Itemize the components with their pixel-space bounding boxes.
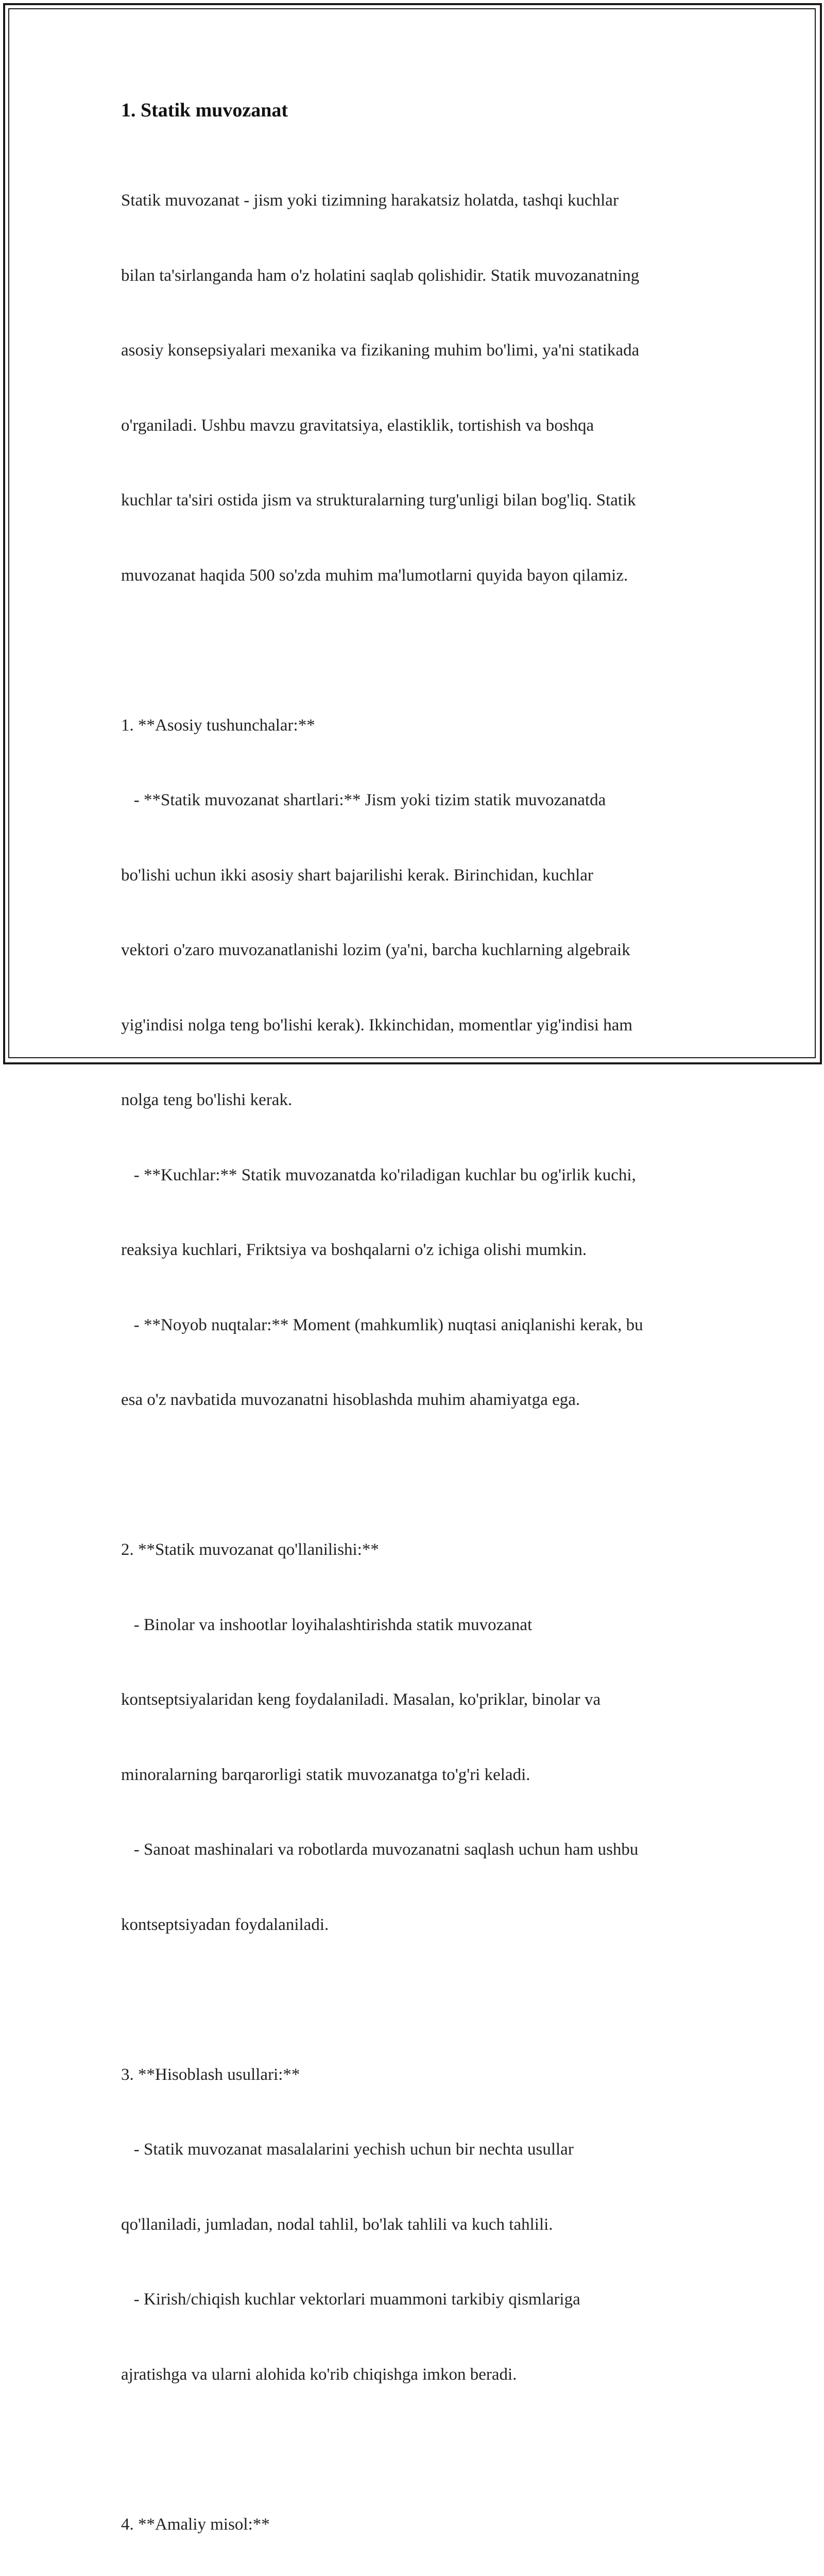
text-line: vektori o'zaro muvozanatlanishi lozim (ya'ni, barcha kuchlarning algebraik (121, 941, 630, 959)
text-line: ajratishga va ularni alohida ko'rib chiqishga imkon beradi. (121, 2365, 517, 2384)
document-body (121, 138, 708, 2576)
text-line: 4. **Amaliy misol:** (121, 2515, 270, 2534)
document-content (121, 95, 708, 2576)
document-heading: 1. Statik muvozanat (121, 99, 288, 121)
text-line: - Sanoat mashinalari va robotlarda muvozanatni saqlash uchun ham ushbu (121, 1840, 639, 1859)
text-line: bilan ta'sirlanganda ham o'z holatini saqlab qolishidir. Statik muvozanatning (121, 266, 640, 285)
blank-line (121, 638, 708, 663)
blank-line (121, 1463, 708, 1488)
text-line: kontseptsiyalaridan keng foydalaniladi. Masalan, ko'priklar, binolar va (121, 1690, 601, 1709)
text-line: esa o'z navbatida muvozanatni hisoblashda muhim ahamiyatga ega. (121, 1391, 580, 1409)
text-line: yig'indisi nolga teng bo'lishi kerak). Ikkinchidan, momentlar yig'indisi ham (121, 1015, 633, 1035)
text-line: qo'llaniladi, jumladan, nodal tahlil, bo'lak tahlili va kuch tahlili. (121, 2215, 553, 2234)
text-line: kuchlar ta'siri ostida jism va strukturalarning turg'unligi bilan bog'liq. Statik (121, 491, 636, 510)
text-line: 1. **Asosiy tushunchalar:** (121, 716, 315, 735)
text-line: o'rganiladi. Ushbu mavzu gravitatsiya, elastiklik, tortishish va boshqa (121, 416, 594, 435)
text-line: minoralarning barqarorligi statik muvozanatga to'g'ri keladi. (121, 1765, 530, 1784)
blank-line (121, 2437, 708, 2462)
text-line: - Statik muvozanat masalalarini yechish uchun bir nechta usullar (121, 2140, 574, 2159)
text-line: - **Statik muvozanat shartlari:** Jism yoki tizim statik muvozanatda (121, 791, 606, 809)
text-line: - Kirish/chiqish kuchlar vektorlari muammoni tarkibiy qismlariga (121, 2290, 580, 2309)
text-line: - **Kuchlar:** Statik muvozanatda ko'riladigan kuchlar bu og'irlik kuchi, (121, 1165, 636, 1184)
text-line: - Binolar va inshootlar loyihalashtirishda statik muvozanat (121, 1615, 533, 1634)
blank-line (121, 1987, 708, 2012)
text-line: asosiy konsepsiyalari mexanika va fizikaning muhim bo'limi, ya'ni statikada (121, 341, 640, 360)
text-line: reaksiya kuchlari, Friktsiya va boshqalarni o'z ichiga olishi mumkin. (121, 1241, 587, 1259)
text-line: 3. **Hisoblash usullari:** (121, 2065, 300, 2084)
text-line: bo'lishi uchun ikki asosiy shart bajarilishi kerak. Birinchidan, kuchlar (121, 866, 593, 885)
text-line: Statik muvozanat - jism yoki tizimning harakatsiz holatda, tashqi kuchlar (121, 191, 619, 210)
text-line: 2. **Statik muvozanat qo'llanilishi:** (121, 1540, 379, 1559)
text-line: nolga teng bo'lishi kerak. (121, 1091, 293, 1109)
text-line: muvozanat haqida 500 so'zda muhim ma'lumotlarni quyida bayon qilamiz. (121, 566, 628, 585)
text-line: kontseptsiyadan foydalaniladi. (121, 1915, 329, 1934)
text-line: - **Noyob nuqtalar:** Moment (mahkumlik) nuqtasi aniqlanishi kerak, bu (121, 1315, 643, 1334)
